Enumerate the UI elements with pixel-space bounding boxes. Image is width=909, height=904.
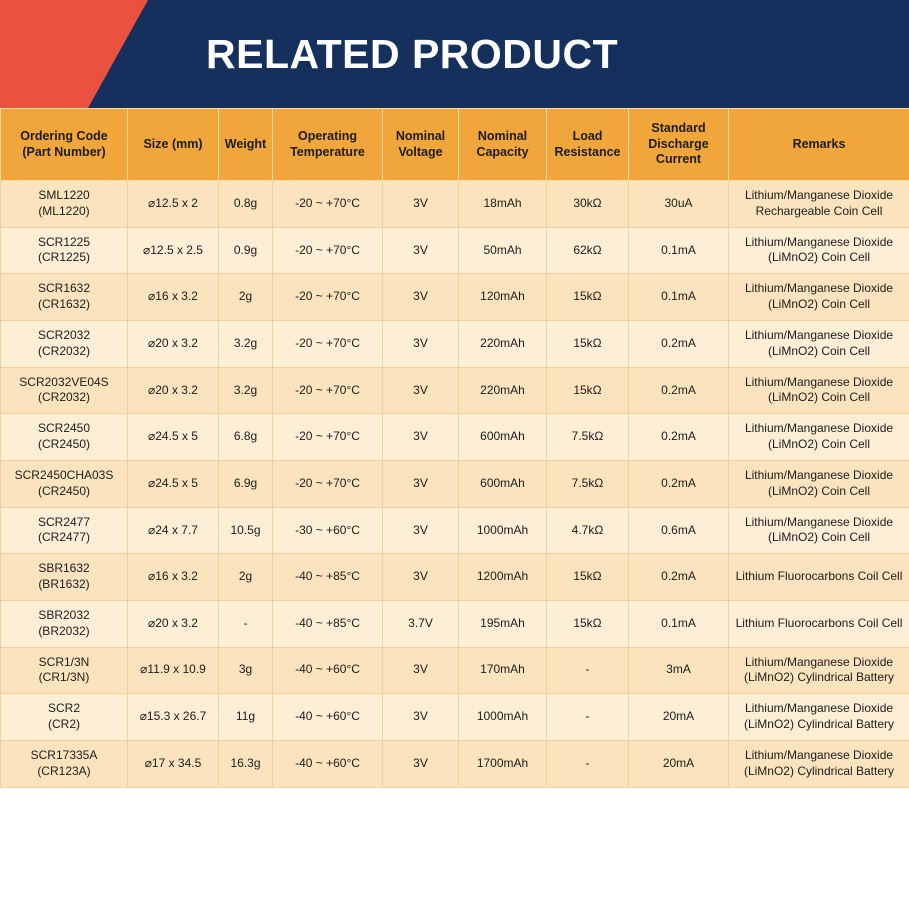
cell-voltage: 3V [383,694,459,741]
cell-size: ⌀15.3 x 26.7 [128,694,219,741]
cell-resistance: 15kΩ [547,600,629,647]
cell-temperature: -40 ~ +60°C [273,647,383,694]
table-row [1,181,909,228]
table-row [1,694,909,741]
cell-size: ⌀11.9 x 10.9 [128,647,219,694]
cell-voltage: 3V [383,647,459,694]
cell-temperature: -40 ~ +60°C [273,694,383,741]
cell-capacity: 600mAh [459,460,547,507]
cell-remarks: Lithium/Manganese Dioxide (LiMnO2) Coin Cell [729,507,909,554]
cell-temperature: -30 ~ +60°C [273,507,383,554]
cell-capacity: 1000mAh [459,694,547,741]
cell-remarks: Lithium/Manganese Dioxide (LiMnO2) Coin Cell [729,274,909,321]
table-row [1,414,909,461]
table-body [1,181,909,788]
cell-current: 0.2mA [629,554,729,601]
header-accent-shape [0,0,200,108]
cell-resistance: 15kΩ [547,367,629,414]
cell-voltage: 3V [383,460,459,507]
cell-code: SCR2477 (CR2477) [1,507,128,554]
cell-current: 0.1mA [629,600,729,647]
cell-voltage: 3V [383,274,459,321]
cell-temperature: -20 ~ +70°C [273,274,383,321]
cell-capacity: 120mAh [459,274,547,321]
cell-voltage: 3V [383,320,459,367]
table-header [1,109,909,181]
column-header-2: Weight [219,109,273,181]
cell-voltage: 3.7V [383,600,459,647]
cell-code: SCR2032 (CR2032) [1,320,128,367]
cell-remarks: Lithium Fluorocarbons Coil Cell [729,554,909,601]
cell-code: SCR2 (CR2) [1,694,128,741]
cell-temperature: -40 ~ +85°C [273,600,383,647]
related-product-table [0,108,909,788]
cell-current: 20mA [629,740,729,787]
cell-resistance: 62kΩ [547,227,629,274]
cell-size: ⌀12.5 x 2 [128,181,219,228]
cell-remarks: Lithium/Manganese Dioxide (LiMnO2) Cylindrical Battery [729,647,909,694]
table-row [1,460,909,507]
cell-capacity: 50mAh [459,227,547,274]
cell-capacity: 195mAh [459,600,547,647]
column-header-8: Remarks [729,109,909,181]
cell-current: 0.2mA [629,367,729,414]
cell-remarks: Lithium/Manganese Dioxide (LiMnO2) Cylindrical Battery [729,740,909,787]
cell-temperature: -20 ~ +70°C [273,227,383,274]
cell-current: 0.2mA [629,320,729,367]
cell-temperature: -20 ~ +70°C [273,460,383,507]
cell-weight: - [219,600,273,647]
cell-capacity: 18mAh [459,181,547,228]
cell-resistance: - [547,647,629,694]
cell-weight: 16.3g [219,740,273,787]
cell-code: SCR17335A (CR123A) [1,740,128,787]
cell-weight: 0.8g [219,181,273,228]
cell-weight: 3.2g [219,367,273,414]
cell-size: ⌀12.5 x 2.5 [128,227,219,274]
cell-resistance: 7.5kΩ [547,414,629,461]
cell-weight: 10.5g [219,507,273,554]
table-header-row [1,109,909,181]
cell-weight: 6.9g [219,460,273,507]
cell-code: SCR2032VE04S (CR2032) [1,367,128,414]
column-header-3: Operating Temperature [273,109,383,181]
cell-code: SCR2450 (CR2450) [1,414,128,461]
cell-code: SCR1632 (CR1632) [1,274,128,321]
table-row [1,647,909,694]
cell-code: SBR2032 (BR2032) [1,600,128,647]
cell-code: SCR1/3N (CR1/3N) [1,647,128,694]
cell-temperature: -20 ~ +70°C [273,414,383,461]
cell-remarks: Lithium/Manganese Dioxide (LiMnO2) Coin Cell [729,460,909,507]
spec-table-container [0,108,909,904]
cell-resistance: 15kΩ [547,320,629,367]
page-title: RELATED PRODUCT [206,30,619,77]
cell-current: 3mA [629,647,729,694]
cell-temperature: -40 ~ +60°C [273,740,383,787]
cell-weight: 3.2g [219,320,273,367]
column-header-1: Size (mm) [128,109,219,181]
cell-size: ⌀20 x 3.2 [128,367,219,414]
cell-code: SBR1632 (BR1632) [1,554,128,601]
cell-weight: 0.9g [219,227,273,274]
cell-capacity: 1200mAh [459,554,547,601]
cell-weight: 6.8g [219,414,273,461]
cell-voltage: 3V [383,181,459,228]
cell-size: ⌀16 x 3.2 [128,274,219,321]
cell-remarks: Lithium Fluorocarbons Coil Cell [729,600,909,647]
cell-capacity: 170mAh [459,647,547,694]
cell-remarks: Lithium/Manganese Dioxide (LiMnO2) Coin Cell [729,367,909,414]
cell-size: ⌀16 x 3.2 [128,554,219,601]
cell-voltage: 3V [383,740,459,787]
cell-remarks: Lithium/Manganese Dioxide (LiMnO2) Cylindrical Battery [729,694,909,741]
cell-weight: 2g [219,554,273,601]
cell-capacity: 1000mAh [459,507,547,554]
column-header-6: Load Resistance [547,109,629,181]
cell-size: ⌀20 x 3.2 [128,600,219,647]
table-row [1,554,909,601]
table-row [1,367,909,414]
cell-weight: 11g [219,694,273,741]
cell-current: 0.1mA [629,227,729,274]
cell-resistance: 7.5kΩ [547,460,629,507]
cell-current: 20mA [629,694,729,741]
cell-current: 30uA [629,181,729,228]
cell-remarks: Lithium/Manganese Dioxide (LiMnO2) Coin Cell [729,227,909,274]
cell-resistance: 15kΩ [547,554,629,601]
column-header-5: Nominal Capacity [459,109,547,181]
cell-voltage: 3V [383,367,459,414]
cell-current: 0.1mA [629,274,729,321]
cell-remarks: Lithium/Manganese Dioxide (LiMnO2) Coin Cell [729,320,909,367]
cell-temperature: -20 ~ +70°C [273,367,383,414]
cell-temperature: -40 ~ +85°C [273,554,383,601]
cell-current: 0.2mA [629,460,729,507]
cell-weight: 3g [219,647,273,694]
cell-capacity: 1700mAh [459,740,547,787]
table-row [1,320,909,367]
cell-code: SCR2450CHA03S (CR2450) [1,460,128,507]
cell-voltage: 3V [383,227,459,274]
cell-size: ⌀17 x 34.5 [128,740,219,787]
cell-code: SCR1225 (CR1225) [1,227,128,274]
cell-size: ⌀24.5 x 5 [128,460,219,507]
cell-temperature: -20 ~ +70°C [273,320,383,367]
column-header-0: Ordering Code (Part Number) [1,109,128,181]
cell-current: 0.2mA [629,414,729,461]
cell-resistance: - [547,694,629,741]
cell-capacity: 220mAh [459,320,547,367]
cell-temperature: -20 ~ +70°C [273,181,383,228]
table-row [1,740,909,787]
cell-size: ⌀20 x 3.2 [128,320,219,367]
column-header-4: Nominal Voltage [383,109,459,181]
cell-resistance: 30kΩ [547,181,629,228]
cell-size: ⌀24.5 x 5 [128,414,219,461]
cell-voltage: 3V [383,554,459,601]
table-row [1,274,909,321]
cell-code: SML1220 (ML1220) [1,181,128,228]
cell-size: ⌀24 x 7.7 [128,507,219,554]
cell-resistance: 4.7kΩ [547,507,629,554]
table-row [1,227,909,274]
cell-resistance: - [547,740,629,787]
cell-capacity: 600mAh [459,414,547,461]
cell-capacity: 220mAh [459,367,547,414]
column-header-7: Standard Discharge Current [629,109,729,181]
cell-remarks: Lithium/Manganese Dioxide Rechargeable Coin Cell [729,181,909,228]
cell-current: 0.6mA [629,507,729,554]
cell-voltage: 3V [383,507,459,554]
cell-voltage: 3V [383,414,459,461]
page-header [0,0,909,108]
cell-weight: 2g [219,274,273,321]
cell-remarks: Lithium/Manganese Dioxide (LiMnO2) Coin Cell [729,414,909,461]
cell-resistance: 15kΩ [547,274,629,321]
table-row [1,600,909,647]
table-row [1,507,909,554]
